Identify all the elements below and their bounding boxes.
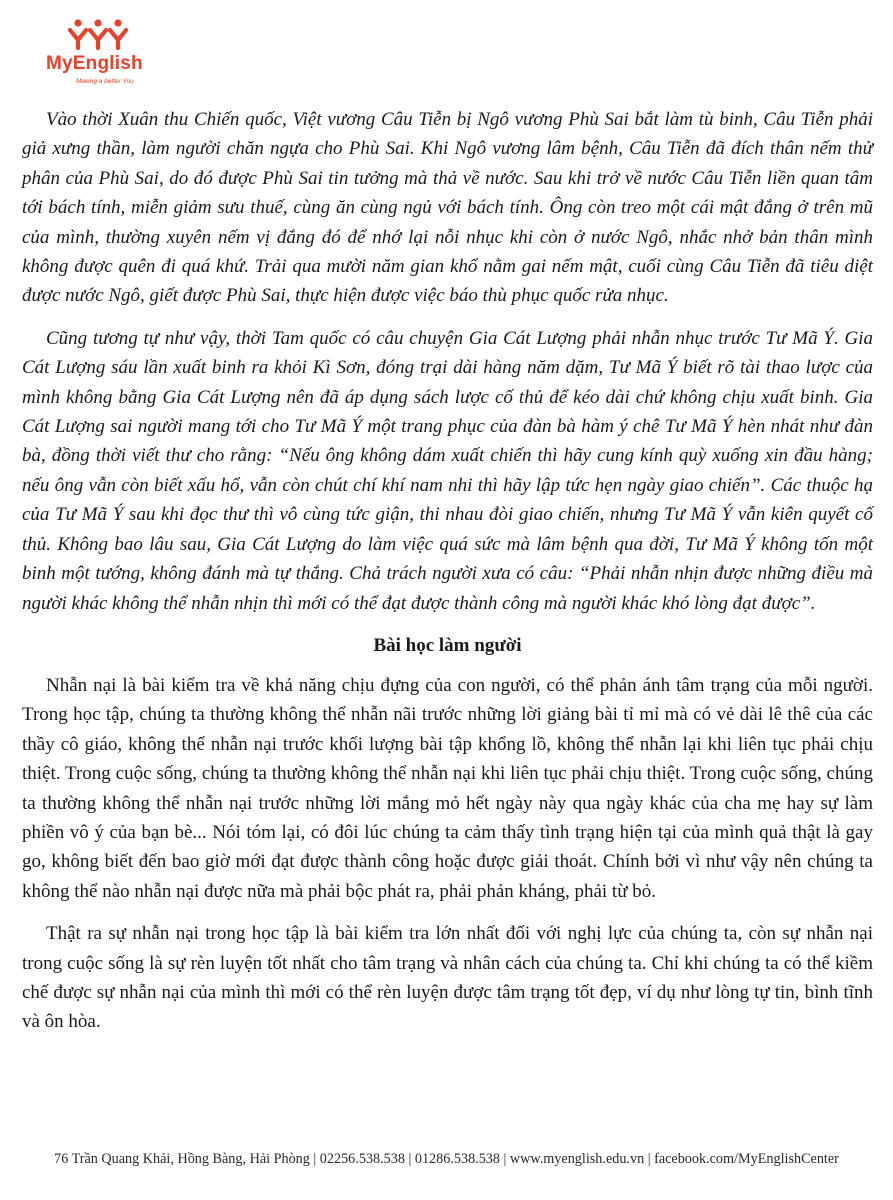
brand-logo: [46, 18, 156, 88]
lesson-paragraph-2: Thật ra sự nhẫn nại trong học tập là bài kiểm tra lớn nhất đối với nghị lực của chúng ta, còn sự nhẫn nại trong cuộc sống là sự rèn luyện tốt nhất cho tâm trạng và nhân cách của chúng ta. Chỉ khi chúng ta có thể kiềm chế được sự nhẫn nại của mình thì mới có thể rèn luyện được tâm trạng tốt đẹp, ví dụ như lòng tự tin, bình tĩnh và ôn hòa.: [22, 923, 873, 1033]
brand-name: MyEnglish: [46, 53, 143, 74]
people-logo-icon: [68, 18, 128, 50]
story-paragraph-1: Vào thời Xuân thu Chiến quốc, Việt vương Câu Tiễn bị Ngô vương Phù Sai bắt làm tù binh, Câu Tiễn phải giả xưng thần, làm người chăn ngựa cho Phù Sai. Khi Ngô vương lâm bệnh, Câu Tiễn đã đích thân nếm thử phân của Phù Sai, do đó được Phù Sai tin tưởng mà thả về nước. Sau khi trở về nước Câu Tiễn liền quan tâm tới bách tính, miễn giảm sưu thuế, cùng ăn cùng ngủ với bách tính. Ông còn treo một cái mật đắng ở trên mũ của mình, thường xuyên nếm vị đắng đó để nhớ lại nỗi nhục khi còn ở nước Ngô, nhắc nhở bản thân mình không được quên đi quá khứ. Trải qua mười năm gian khổ nằm gai nếm mật, cuối cùng Câu Tiễn đã tiêu diệt được nước Ngô, giết được Phù Sai, thực hiện được việc báo thù phục quốc rửa nhục.: [22, 109, 873, 307]
document-body: [22, 105, 873, 1050]
page-footer: 76 Trần Quang Khải, Hồng Bàng, Hải Phòng | 02256.538.538 | 01286.538.538 | www.myenglish.edu.vn | facebook.com/MyEnglishCenter: [54, 1151, 839, 1167]
brand-tagline: Making a better You: [76, 78, 134, 85]
story-paragraph-2: Cũng tương tự như vậy, thời Tam quốc có câu chuyện Gia Cát Lượng phải nhẫn nhục trước Tư Mã Ý. Gia Cát Lượng sáu lần xuất binh ra khỏi Kì Sơn, đóng trại dài hàng năm dặm, Tư Mã Ý biết rõ tài thao lược của mình không bằng Gia Cát Lượng nên đã áp dụng sách lược cố thủ để kéo dài chứ không chịu xuất binh. Gia Cát Lượng sai người mang tới cho Tư Mã Ý một trang phục của đàn bà hàm ý chê Tư Mã Ý hèn nhát như đàn bà, đồng thời viết thư cho rằng: “Nếu ông không dám xuất chiến thì hãy cung kính quỳ xuống xin đầu hàng; nếu ông vẫn còn biết xấu hổ, vẫn còn chút chí khí nam nhi thì hãy lập tức hẹn ngày giao chiến”. Các thuộc hạ của Tư Mã Ý sau khi đọc thư thì vô cùng tức giận, thi nhau đòi giao chiến, nhưng Tư Mã Ý vẫn kiên quyết cố thủ. Không bao lâu sau, Gia Cát Lượng do làm việc quá sức mà lâm bệnh qua đời, Tư Mã Ý không tốn một binh một tướng, không đánh mà tự thắng. Chả trách người xưa có câu: “Phải nhẫn nhịn được những điều mà người khác không thể nhẫn nhịn thì mới có thể đạt được thành công mà người khác khó lòng đạt được”.: [22, 327, 873, 614]
section-heading: Bài học làm người: [373, 634, 522, 656]
lesson-paragraph-1: Nhẫn nại là bài kiểm tra về khả năng chịu đựng của con người, có thể phản ánh tâm trạng của mỗi người. Trong học tập, chúng ta thường không thể nhẫn nãi trước những lời giảng bài tỉ mỉ mà có vẻ dài lê thê của các thầy cô giáo, không thể nhẫn nại trước khối lượng bài tập khổng lồ, không thể nhẫn lại khi liên tục phải chịu thiệt. Trong cuộc sống, chúng ta thường không thể nhẫn nại khi liên tục phải chịu thiệt. Trong cuộc sống, chúng ta thường không thể nhẫn nại trước những lời mắng mỏ hết ngày này qua ngày khác của cha mẹ hay sự làm phiền vô ý của bạn bè... Nói tóm lại, có đôi lúc chúng ta cảm thấy tình trạng hiện tại của mình quả thật là gay go, không biết đến bao giờ mới đạt được thành công hoặc được giải thoát. Chính bởi vì như vậy nên chúng ta không thể nào nhẫn nại được nữa mà phải bộc phát ra, phải phản kháng, phải từ bỏ.: [22, 674, 873, 902]
